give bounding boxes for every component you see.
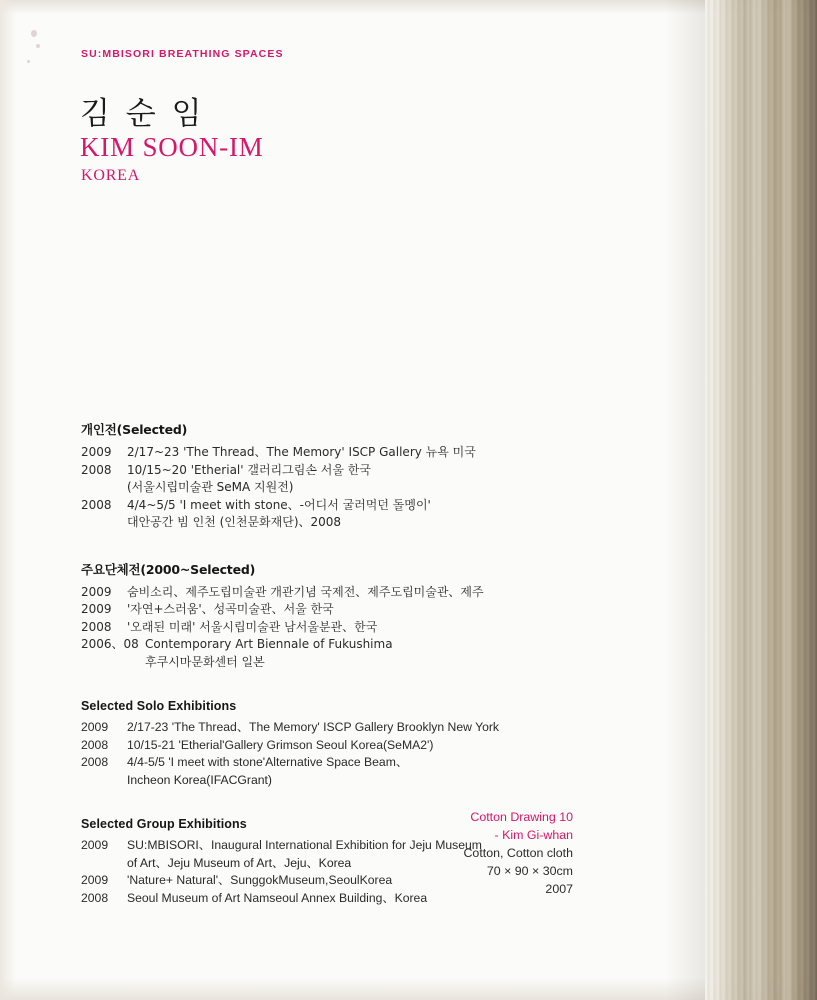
caption-subtitle: - Kim Gi-whan <box>494 828 573 842</box>
cv-entry-year: 2008 <box>81 890 109 905</box>
artist-name-latin: KIM SOON-IM <box>80 132 264 162</box>
cv-entry-year: 2009 <box>81 720 109 734</box>
cv-entry-year: 2006、08 <box>81 637 139 651</box>
cv-entry-text: SU:MBISORI、Inaugural International Exhibition for Jeju Museum <box>127 838 482 852</box>
cv-entry <box>81 737 641 755</box>
cv-entry-continuation: (서울시립미술관 SeMA 지원전) <box>127 480 294 494</box>
caption-year: 2007 <box>545 882 573 896</box>
caption-dimensions: 70 × 90 × 30cm <box>486 864 573 878</box>
cv-entry-text: 'Nature+ Natural'、SunggokMuseum,SeoulKorea <box>127 873 393 887</box>
cv-entry <box>81 619 641 637</box>
cv-section-heading: Selected Solo Exhibitions <box>81 699 237 713</box>
cv-entry-year: 2009 <box>81 838 109 852</box>
caption-materials: Cotton, Cotton cloth <box>463 846 573 860</box>
cv-entry-text: Contemporary Art Biennale of Fukushima <box>145 637 393 651</box>
cv-entry <box>81 462 641 480</box>
cv-entry-text: 4/4~5/5 'I meet with stone、-어디서 굴러먹던 돌멩이' <box>127 497 431 512</box>
cv-entry-text: 4/4-5/5 'I meet with stone'Alternative Space Beam、 <box>127 755 409 769</box>
cv-section-heading: 주요단체전(2000~Selected) <box>81 561 256 577</box>
cv-entry-continuation: 후쿠시마문화센터 일본 <box>145 654 265 669</box>
cv-entry-text: '오래된 미래' 서울시립미술관 남서울분관、한국 <box>127 619 378 634</box>
cv-entry-text: Seoul Museum of Art Namseoul Annex Building、Korea <box>127 890 428 905</box>
artwork-caption <box>373 808 573 898</box>
cv-entry <box>81 601 641 619</box>
book-edge-pages <box>705 0 817 1000</box>
cv-entry-text: 10/15~20 'Etherial' 갤러리그림손 서울 한국 <box>127 462 371 477</box>
cv-entry-text: 2/17-23 'The Thread、The Memory' ISCP Gallery Brooklyn New York <box>127 720 500 734</box>
cv-entry-year: 2009 <box>81 873 109 887</box>
cv-entry-year: 2009 <box>81 584 112 599</box>
cv-section <box>81 420 641 532</box>
cv-section <box>81 699 641 789</box>
cv-entry-year: 2008 <box>81 462 112 477</box>
cv-section-gap <box>81 546 641 560</box>
cv-entry-text: 10/15-21 'Etherial'Gallery Grimson Seoul Korea(SeMA2') <box>127 737 434 752</box>
cv-entry <box>81 754 641 772</box>
cv-section <box>81 560 641 672</box>
artist-country: KOREA <box>81 167 141 184</box>
cv-section-heading: 개인전(Selected) <box>81 422 188 437</box>
artist-name-korean: 김 순 임 <box>80 96 205 132</box>
cv-entry-continuation: of Art、Jeju Museum of Art、Jeju、Korea <box>127 855 352 870</box>
cv-entry-year: 2008 <box>81 497 112 512</box>
cv-entry-year: 2008 <box>81 619 112 634</box>
cv-entry-continuation: 대안공간 빔 인천 (인천문화재단)、2008 <box>127 515 342 529</box>
cv-entry <box>81 497 641 515</box>
cv-entry-year: 2009 <box>81 445 112 459</box>
cv-section-gap <box>81 685 641 699</box>
cv-entry-year: 2008 <box>81 737 109 752</box>
cv-entry-continuation: Incheon Korea(IFACGrant) <box>127 772 272 787</box>
cv-section-heading: Selected Group Exhibitions <box>81 817 247 831</box>
cv-entry <box>81 444 641 462</box>
cv-section-gap <box>81 921 641 935</box>
publication-kicker: SU:MBISORI BREATHING SPACES <box>81 48 284 60</box>
cv-entry-year: 2008 <box>81 755 109 769</box>
cv-entry-text: 숨비소리、제주도립미술관 개관기념 국제전、제주도립미술관、제주 <box>127 584 484 599</box>
cv-entry <box>81 636 641 654</box>
cv-entry-text: '자연+스러움'、성곡미술관、서울 한국 <box>127 602 334 616</box>
cv-entry <box>81 584 641 602</box>
cv-entry-text: 2/17~23 'The Thread、The Memory' ISCP Gallery 뉴욕 미국 <box>127 445 476 459</box>
cv-entry <box>81 719 641 737</box>
caption-title: Cotton Drawing 10 <box>470 810 573 824</box>
cv-entry-year: 2009 <box>81 602 112 616</box>
